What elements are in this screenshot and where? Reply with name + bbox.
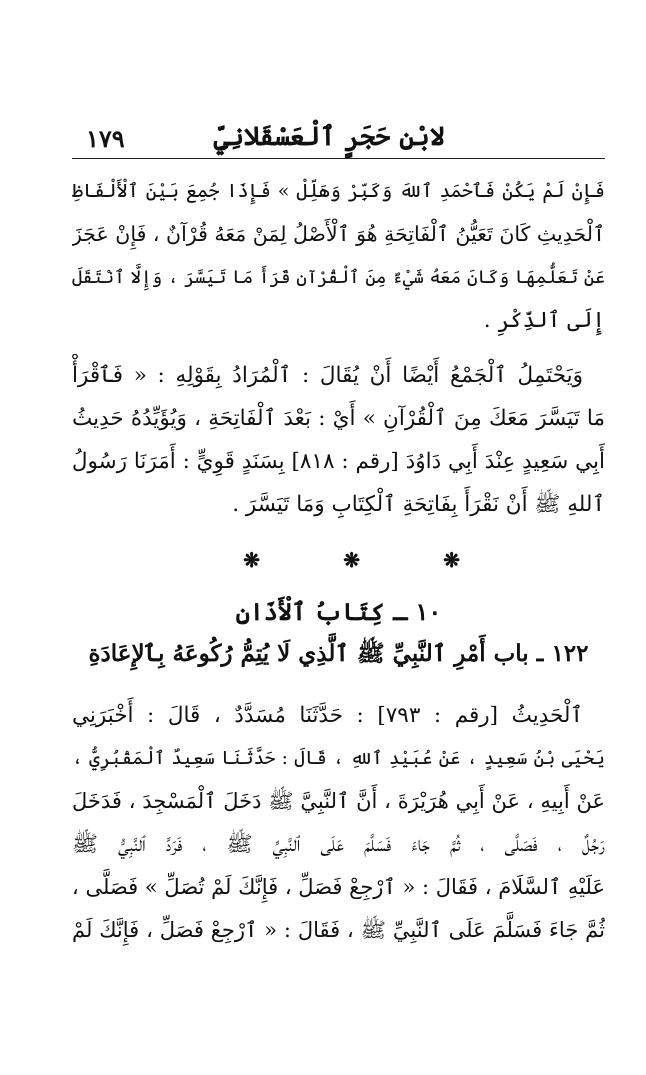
text-line: ٱلْحَدِيثُ [رقم : ٧٩٣] : حَدَّثَنَا مُسَدَّدٌ ، قَالَ : أَخْبَرَنِي	[72, 703, 584, 728]
text-line: عَلَيْهِ ٱلسَّلَامَ ، فَقَالَ : « ٱرْجِعْ فَصَلِّ ، فَإِنَّكَ لَمْ تُصَلِّ » فَصَلَّى ،	[72, 875, 605, 899]
star-ornament: ❋	[343, 548, 360, 572]
book-heading: ١٠ ـ كِتَابُ ٱلْأَذَانِ	[235, 597, 442, 626]
page-header	[72, 118, 605, 158]
text-line: رَجُلٌ ، فَصَلَّى ، ثُمَّ جَاءَ فَسَلَّمَ عَلَى ٱلنَّبِيِّ ﷺ ، فَرَدَّ ٱلنَّبِيُّ ﷺ	[72, 832, 605, 857]
star-ornament: ❋	[443, 548, 460, 572]
text-line: مَا تَيَسَّرَ مَعَكَ مِنَ ٱلْقُرْآنِ » أَيْ : بَعْدَ ٱلْفَاتِحَةِ ، وَيُؤَيِّدُهُ حَدِيثُ	[72, 406, 605, 431]
paragraph-2	[72, 354, 605, 526]
hadith-text	[72, 694, 605, 952]
chapter-heading: ١٢٢ ـ باب أَمْرِ ٱلنَّبِيِّ ﷺ ٱلَّذِي لَا يُتِمُّ رُكُوعَهُ بِٱلإِعَادَةِ	[88, 640, 589, 667]
star-ornament: ❋	[243, 548, 260, 572]
paragraph-1	[72, 170, 605, 342]
header-divider	[72, 158, 605, 159]
text-line: ٱللهِ ﷺ أَنْ نَقْرَأَ بِفَاتِحَةِ ٱلْكِتَابِ وَمَا تَيَسَّرَ .	[232, 492, 605, 517]
text-line: ٱلْحَدِيثِ كَانَ تَعَيُّنُ ٱلْفَاتِحَةِ هُوَ ٱلْأَصْلُ لِمَنْ مَعَهُ قُرْآنٌ ، فَإِنْ عَجَزَ	[72, 222, 605, 246]
text-line: إِلَى ٱلذِّكْرِ .	[483, 308, 605, 333]
section-separator	[200, 548, 500, 574]
text-line: فَإِنْ لَمْ يَكُنْ فَٱحْمَدِ ٱللهَ وَكَبِّرْ وَهَلِّلْ » فَإِذَا جُمِعَ بَيْنَ ٱلْأَلْفَاظِ	[72, 180, 605, 202]
text-line: أَبِي سَعِيدٍ عِنْدَ أَبِي دَاوُدَ [رقم : ٨١٨] بِسَنَدٍ قَوِيٍّ : أَمَرَنَا رَسُولُ	[72, 449, 605, 474]
text-line: عَنْ أَبِيهِ ، عَنْ أَبِي هُرَيْرَةَ ، أَنَّ ٱلنَّبِيَّ ﷺ دَخَلَ ٱلْمَسْجِدَ ، فَدَخَلَ	[72, 789, 605, 813]
text-line: ثُمَّ جَاءَ فَسَلَّمَ عَلَى ٱلنَّبِيِّ ﷺ ، فَقَالَ : « ٱرْجِعْ فَصَلِّ ، فَإِنَّكَ لَمْ	[72, 918, 605, 942]
text-line: يَحْيَى بْنُ سَعِيدٍ ، عَنْ عُبَيْدِ ٱللهِ ، قَالَ : حَدَّثَنَا سَعِيدٌ ٱلْمَقْبُرِيُّ ،	[72, 748, 605, 769]
text-line: وَيَحْتَمِلُ ٱلْجَمْعُ أَيْضًا أَنْ يُقَالَ : ٱلْمُرَادُ بِقَوْلِهِ : « فَٱقْرَأْ	[72, 363, 583, 388]
page-number: ١٧٩	[86, 124, 125, 153]
running-title: لابْنِ حَجَرٍ ٱلْعَسْقَلانِيِّ	[213, 122, 445, 152]
text-line: عَنْ تَعَلُّمِهَا وَكَانَ مَعَهُ شَيْءٌ مِنَ ٱلْقُرْآنِ قَرَأَ مَا تَيَسَّرَ ، وَإِلَّا ٱنْتَقَلَ	[72, 267, 605, 288]
